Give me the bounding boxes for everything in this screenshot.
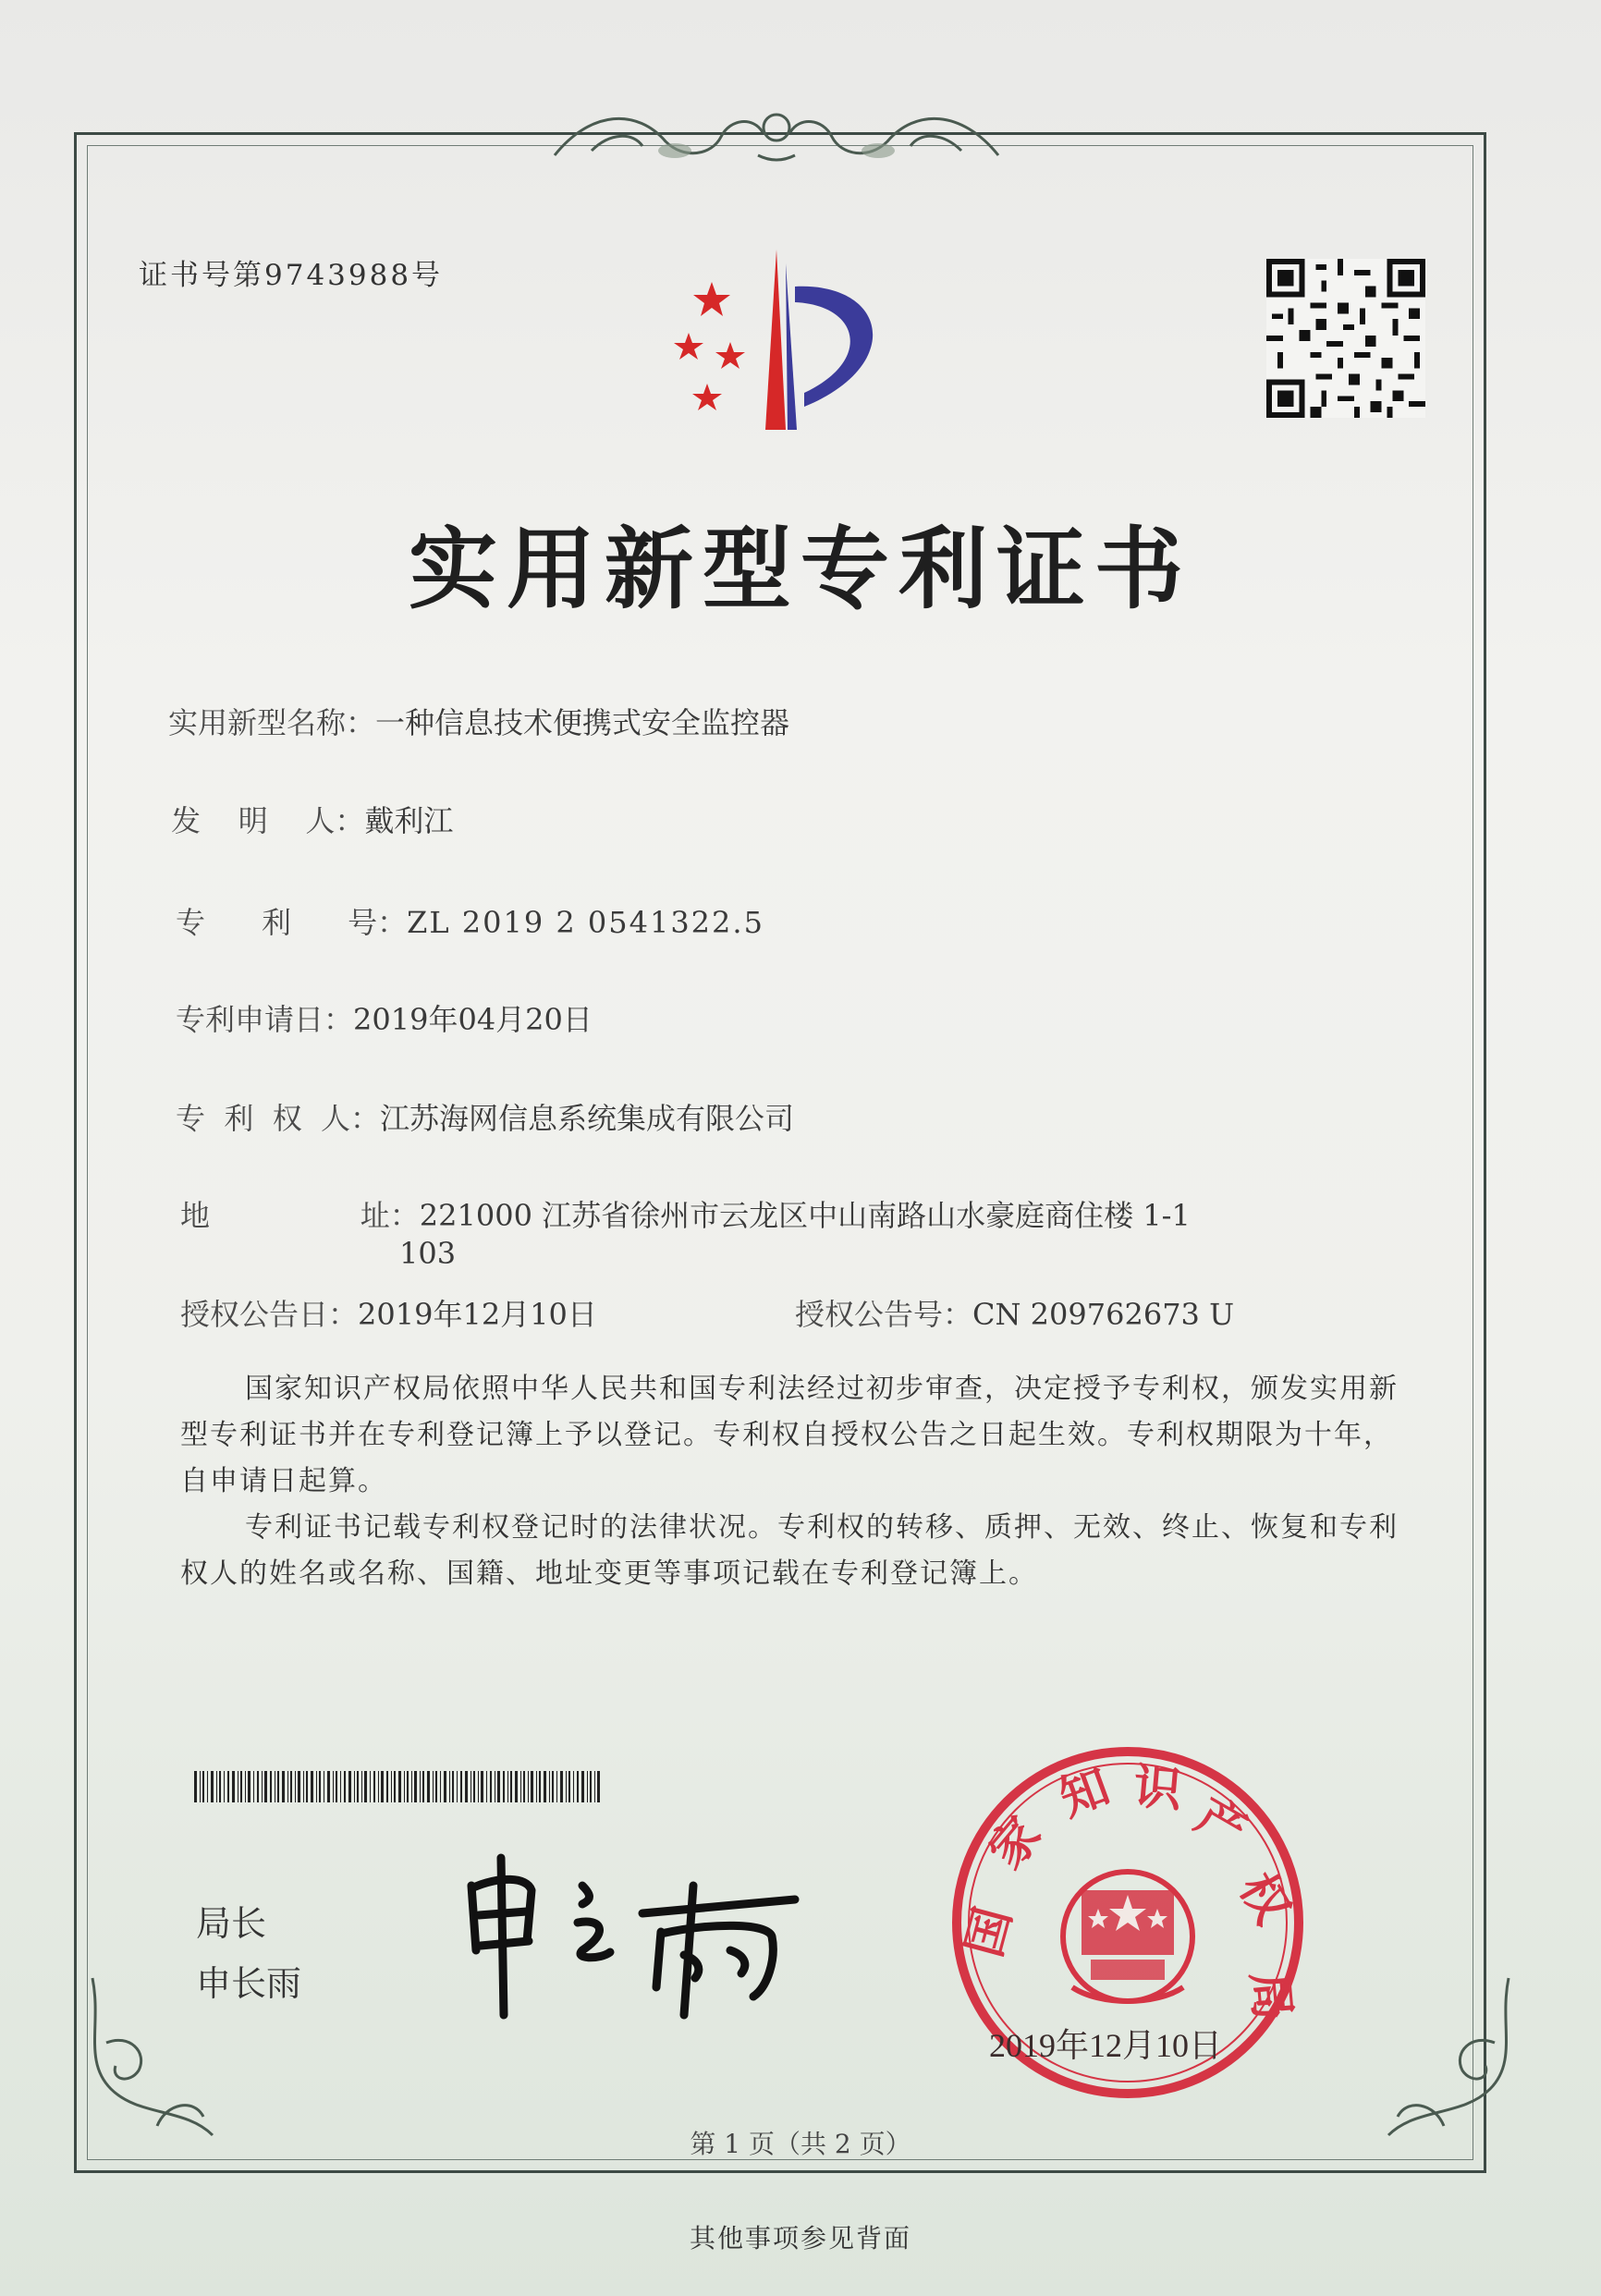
svg-text:识: 识 (1130, 1759, 1184, 1819)
patent-office-logo-icon (656, 245, 906, 439)
footer-note: 其他事项参见背面 (689, 2223, 911, 2253)
field-label: 发 明 人： (171, 803, 365, 838)
field-grant-number (795, 1291, 1234, 1334)
field-label: 地 址： (180, 1198, 420, 1233)
field-label: 实用新型名称： (168, 705, 376, 740)
field-utility-model-name (168, 700, 789, 742)
svg-text:家: 家 (978, 1806, 1053, 1880)
seal-date: 2019年12月10日 (989, 2027, 1223, 2064)
qr-code-icon (1266, 259, 1425, 418)
legal-paragraph: 国家知识产权局依照中华人民共和国专利法经过初步审查，决定授予专利权，颁发实用新型专利证书并在专利登记簿上予以登记。专利权自授权公告之日起生效。专利权期限为十年，自申请日起算。 (180, 1373, 1399, 1497)
svg-text:产: 产 (1186, 1788, 1256, 1861)
director-title: 局长 (196, 1903, 267, 1944)
handwritten-signature-icon (453, 1849, 804, 2024)
field-grant-date (180, 1291, 597, 1334)
field-value: 一种信息技术便携式安全监控器 (375, 705, 790, 740)
certificate-title: 实用新型专利证书 (409, 517, 1192, 621)
field-address (180, 1192, 1191, 1235)
certificate-number: 证书号第9743988号 (139, 259, 444, 292)
field-label: 专 利 号： (176, 905, 408, 940)
top-ornament-icon (536, 100, 1017, 174)
field-value: ZL 2019 2 0541322.5 (407, 905, 764, 940)
svg-text:局: 局 (1240, 1969, 1301, 2022)
field-label: 专 利 权 人： (176, 1101, 381, 1136)
field-address-continued: 103 (399, 1236, 457, 1271)
field-inventor (171, 798, 453, 840)
field-patentee (176, 1095, 794, 1138)
field-value: 2019年12月10日 (358, 1297, 597, 1332)
field-value: CN 209762673 U (972, 1297, 1235, 1332)
field-patent-number (176, 899, 764, 942)
field-filing-date (176, 996, 593, 1039)
legal-paragraph: 专利证书记载专利权登记时的法律状况。专利权的转移、质押、无效、终止、恢复和专利权人的姓名或名称、国籍、地址变更等事项记载在专利登记簿上。 (180, 1511, 1399, 1590)
field-value: 江苏海网信息系统集成有限公司 (380, 1101, 795, 1136)
field-label: 授权公告日： (180, 1297, 359, 1332)
field-value: 221000 江苏省徐州市云龙区中山南路山水豪庭商住楼 1-1 (419, 1198, 1191, 1233)
field-label: 授权公告号： (795, 1297, 973, 1332)
svg-text:国: 国 (956, 1901, 1023, 1963)
svg-text:知: 知 (1052, 1759, 1118, 1828)
director-name: 申长雨 (196, 1963, 302, 2004)
field-label: 专利申请日： (176, 1002, 354, 1037)
page-indicator: 第 1 页（共 2 页） (690, 2129, 911, 2159)
barcode-icon (194, 1771, 601, 1802)
svg-text:权: 权 (1228, 1863, 1301, 1934)
field-value: 戴利江 (364, 803, 454, 838)
field-value: 2019年04月20日 (353, 1002, 593, 1037)
